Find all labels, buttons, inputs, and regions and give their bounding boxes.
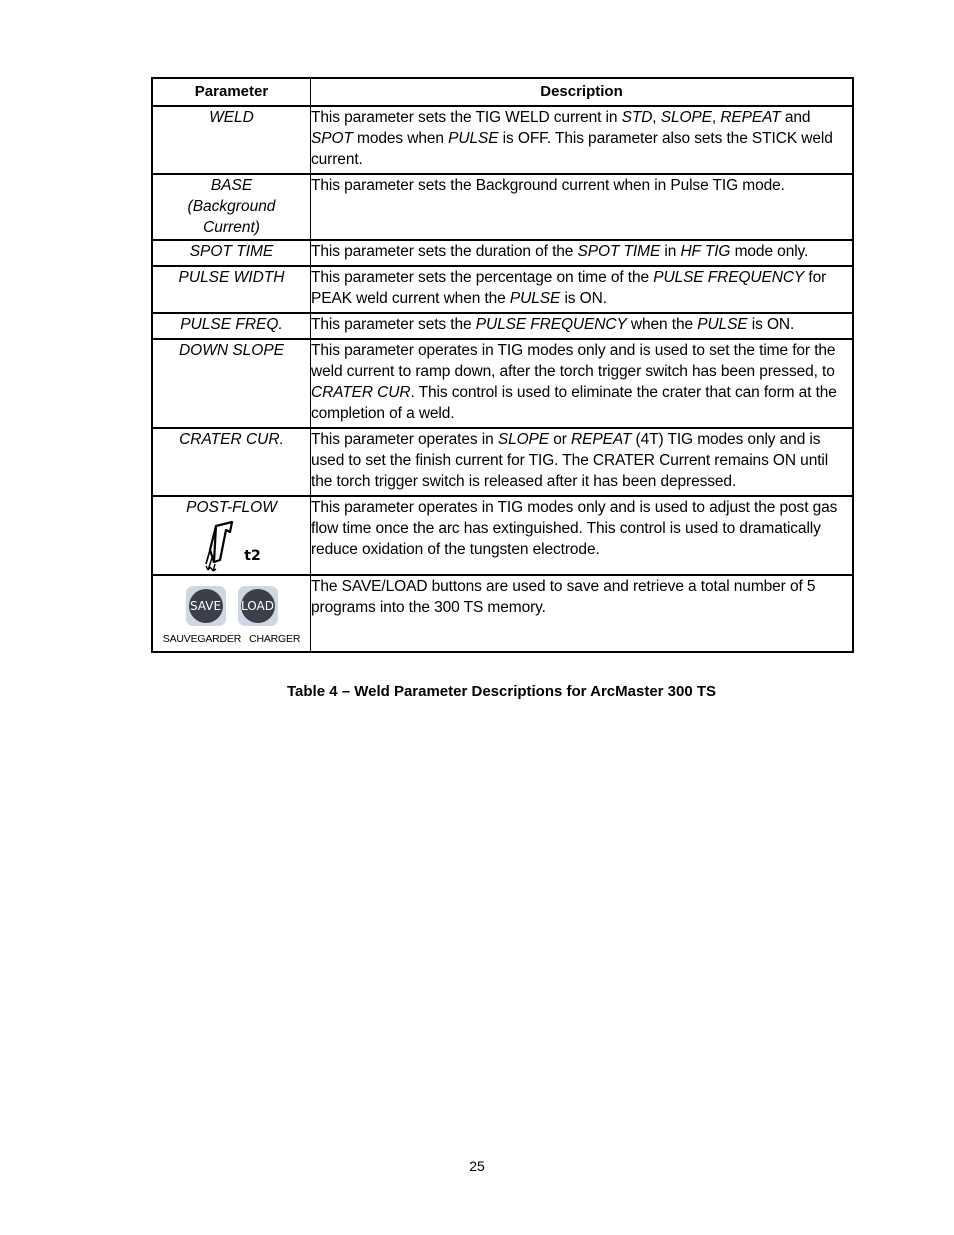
load-button xyxy=(238,586,278,626)
table-row xyxy=(153,575,853,651)
description-text: . This control is used to eliminate the crater that can form at the completion of a weld. xyxy=(311,384,837,422)
description-italic-term: PULSE xyxy=(697,316,748,333)
table-row xyxy=(153,240,853,266)
table-row xyxy=(153,496,853,575)
parameter-pulse-freq: PULSE FREQ. xyxy=(153,313,311,339)
table-row xyxy=(153,313,853,339)
parameter-down-slope: DOWN SLOPE xyxy=(153,339,311,428)
description-italic-term: SPOT xyxy=(311,130,353,147)
parameter-base-text: BASE (Background Current) xyxy=(187,177,276,236)
save-sublabel: SAUVEGARDER xyxy=(162,633,242,645)
description-crater-cur xyxy=(311,428,853,496)
description-italic-term: PULSE xyxy=(448,130,499,147)
description-text: when the xyxy=(626,316,698,333)
description-text: for PEAK weld current when the xyxy=(311,269,827,307)
description-italic-term: REPEAT xyxy=(571,431,632,448)
description-italic-term: REPEAT xyxy=(720,109,781,126)
parameter-spot-time: SPOT TIME xyxy=(153,240,311,266)
description-text: (4T) TIG modes only and is used to set the finish current for TIG. The CRATER Current remains ON until the torch trigger switch is released after it has been depressed. xyxy=(311,431,829,490)
parameter-base xyxy=(153,174,311,240)
post-flow-icon-label: t2 xyxy=(244,547,261,564)
description-text: This parameter operates in TIG modes only and is used to set the time for the weld current to ramp down, after the torch trigger switch has been pressed, to xyxy=(311,342,836,380)
post-flow-icon-wrap xyxy=(153,520,310,572)
parameter-pulse-width: PULSE WIDTH xyxy=(153,266,311,313)
description-base xyxy=(311,174,853,240)
description-italic-term: SPOT TIME xyxy=(577,243,661,260)
post-flow-icon xyxy=(202,520,242,572)
description-pulse-width xyxy=(311,266,853,313)
description-italic-term: CRATER CUR xyxy=(311,384,411,401)
load-sublabel: CHARGER xyxy=(249,633,301,645)
parameter-post-flow xyxy=(153,496,311,575)
table-row xyxy=(153,339,853,428)
parameter-save-load xyxy=(153,575,311,651)
description-text: This parameter operates in TIG modes only and is used to adjust the post gas flow time once the arc has extinguished. This control is used to dramatically reduce oxidation of the tungsten electrode. xyxy=(311,499,838,558)
description-text: and xyxy=(780,109,811,126)
description-text: , xyxy=(711,109,721,126)
header-description: Description xyxy=(311,79,853,107)
description-text: in xyxy=(660,243,681,260)
save-button xyxy=(186,586,226,626)
description-text: The SAVE/LOAD buttons are used to save and retrieve a total number of 5 programs into the 300 TS memory. xyxy=(311,578,816,616)
parameter-crater-cur: CRATER CUR. xyxy=(153,428,311,496)
description-text: or xyxy=(549,431,572,448)
description-pulse-freq xyxy=(311,313,853,339)
description-weld xyxy=(311,106,853,174)
description-text: is OFF. This parameter also sets the STICK weld current. xyxy=(311,130,833,168)
description-italic-term: PULSE FREQUENCY xyxy=(475,316,627,333)
description-text: modes when xyxy=(352,130,449,147)
description-text: This parameter sets the xyxy=(311,316,476,333)
description-spot-time xyxy=(311,240,853,266)
description-italic-term: SLOPE xyxy=(660,109,712,126)
parameter-weld: WELD xyxy=(153,106,311,174)
description-italic-term: HF TIG xyxy=(680,243,731,260)
description-italic-term: SLOPE xyxy=(497,431,550,448)
description-text: is ON. xyxy=(560,290,607,307)
description-text: This parameter sets the percentage on time of the xyxy=(311,269,654,286)
save-button-label: SAVE xyxy=(189,589,223,623)
table-row xyxy=(153,174,853,240)
table-row xyxy=(153,428,853,496)
description-italic-term: PULSE xyxy=(509,290,561,307)
load-button-label: LOAD xyxy=(241,589,275,623)
parameter-post-flow-text: POST-FLOW xyxy=(186,499,277,516)
save-load-buttons xyxy=(153,586,310,626)
description-text: This parameter operates in xyxy=(311,431,498,448)
description-text: , xyxy=(652,109,661,126)
description-italic-term: PULSE FREQUENCY xyxy=(653,269,805,286)
description-down-slope xyxy=(311,339,853,428)
description-save-load xyxy=(311,575,853,651)
description-post-flow xyxy=(311,496,853,575)
description-text: is ON. xyxy=(747,316,795,333)
description-text: This parameter sets the duration of the xyxy=(311,243,578,260)
table-row xyxy=(153,106,853,174)
save-load-sublabels xyxy=(153,629,310,650)
header-parameter: Parameter xyxy=(153,79,311,107)
description-text: This parameter sets the TIG WELD current in xyxy=(311,109,622,126)
description-italic-term: STD xyxy=(621,109,653,126)
table-caption: Table 4 – Weld Parameter Descriptions for ArcMaster 300 TS xyxy=(286,683,717,700)
parameter-table xyxy=(151,77,854,653)
page-number: 25 xyxy=(469,1158,485,1174)
table-row xyxy=(153,266,853,313)
description-text: mode only. xyxy=(730,243,809,260)
description-text: This parameter sets the Background current when in Pulse TIG mode. xyxy=(311,177,785,194)
